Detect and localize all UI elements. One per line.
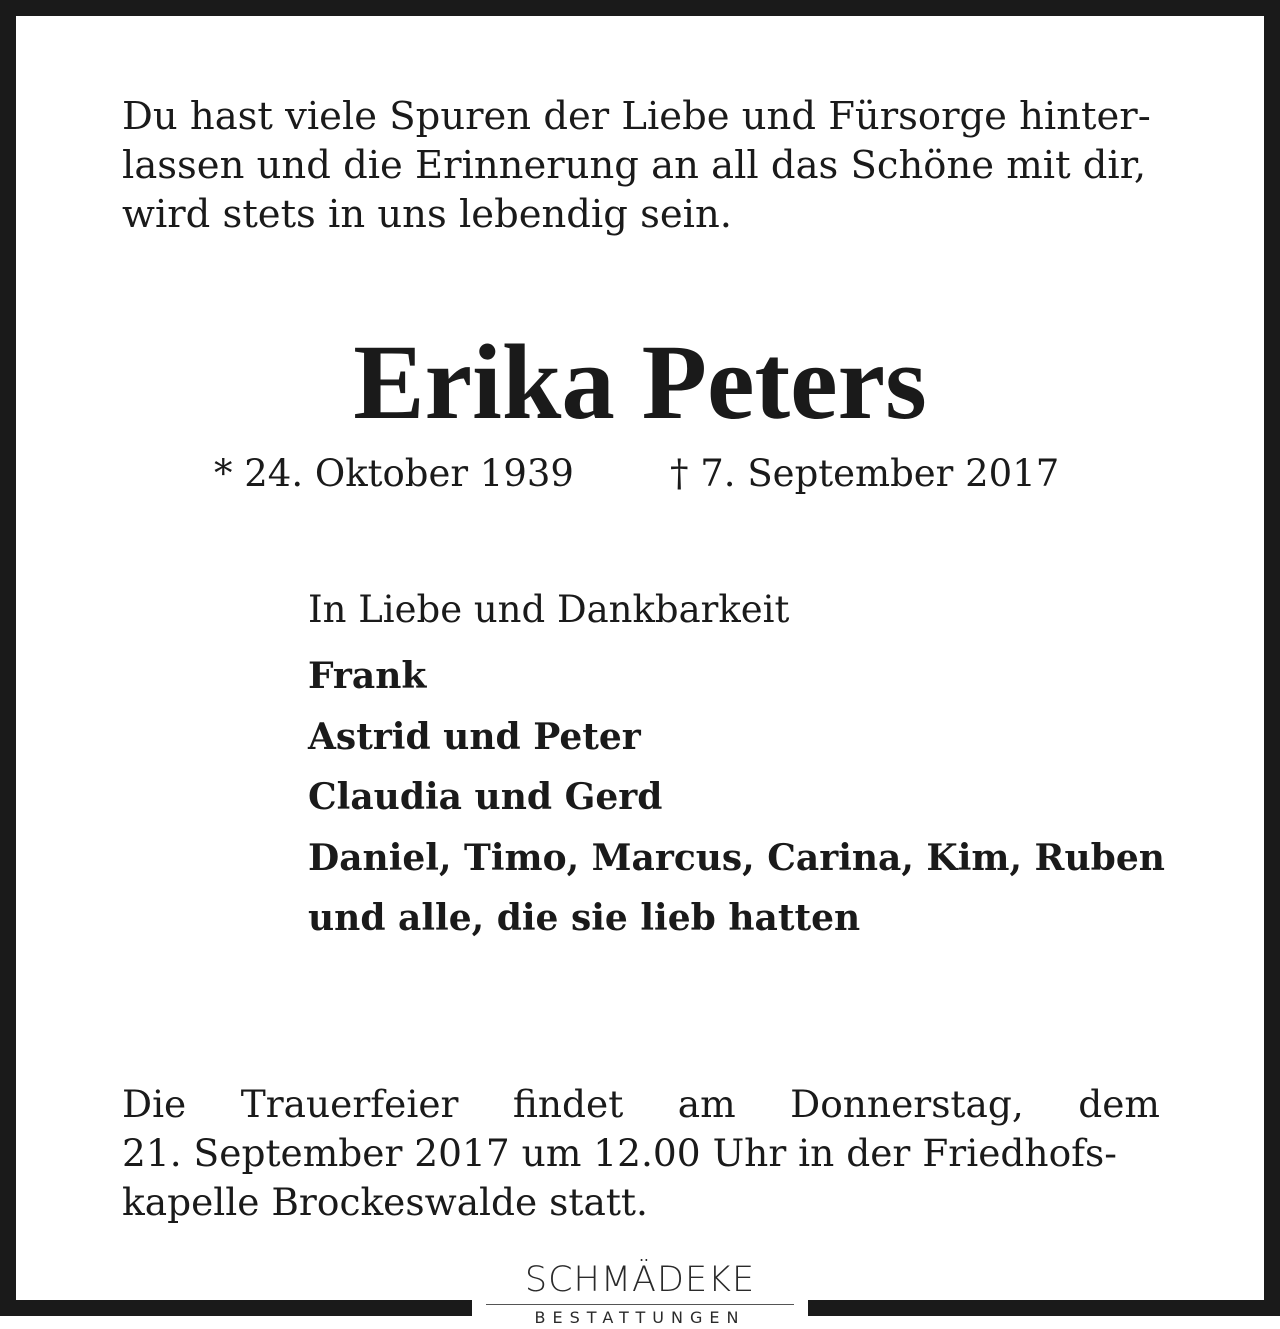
frame-right-border	[1264, 0, 1280, 1316]
mourner-name: Frank	[308, 655, 427, 697]
frame-left-border	[0, 0, 16, 1316]
funeral-home-logo	[486, 1258, 794, 1328]
mourners-list	[308, 646, 1188, 949]
birth-date: * 24. Oktober 1939	[214, 452, 574, 495]
service-line: 21. September 2017 um 12.00 Uhr in der Friedhofs-	[122, 1131, 1117, 1175]
death-date: † 7. September 2017	[670, 452, 1060, 495]
service-line: Die Trauerfeier findet am Donnerstag, dem	[122, 1082, 1160, 1126]
logo-subtitle: BESTATTUNGEN	[534, 1308, 746, 1327]
mourner-name: und alle, die sie lieb hatten	[308, 897, 861, 939]
deceased-name: Erika Peters	[353, 324, 927, 442]
frame-top-border	[0, 0, 1280, 16]
frame-bottom-border-left	[0, 1300, 472, 1316]
logo-brand: SCHMÄDEKE	[524, 1260, 756, 1300]
mourners-intro: In Liebe und Dankbarkeit	[308, 588, 790, 631]
logo-rule	[486, 1304, 794, 1305]
service-line: kapelle Brockeswalde statt.	[122, 1180, 648, 1224]
mourner-name: Astrid und Peter	[308, 715, 641, 758]
mourner-name: Daniel, Timo, Marcus, Carina, Kim, Ruben	[308, 836, 1165, 879]
verse-line: Du hast viele Spuren der Liebe und Fürsorge hinter-	[122, 94, 1151, 139]
life-dates	[0, 448, 1280, 500]
mourner-name: Claudia und Gerd	[308, 776, 663, 818]
service-announcement	[122, 1080, 1160, 1227]
memorial-verse	[122, 92, 1162, 239]
verse-line: lassen und die Erinnerung an all das Schöne mit dir,	[122, 143, 1147, 188]
verse-line: wird stets in uns lebendig sein.	[122, 192, 733, 237]
frame-bottom-border-right	[808, 1300, 1280, 1316]
mourners-block	[308, 584, 1188, 949]
